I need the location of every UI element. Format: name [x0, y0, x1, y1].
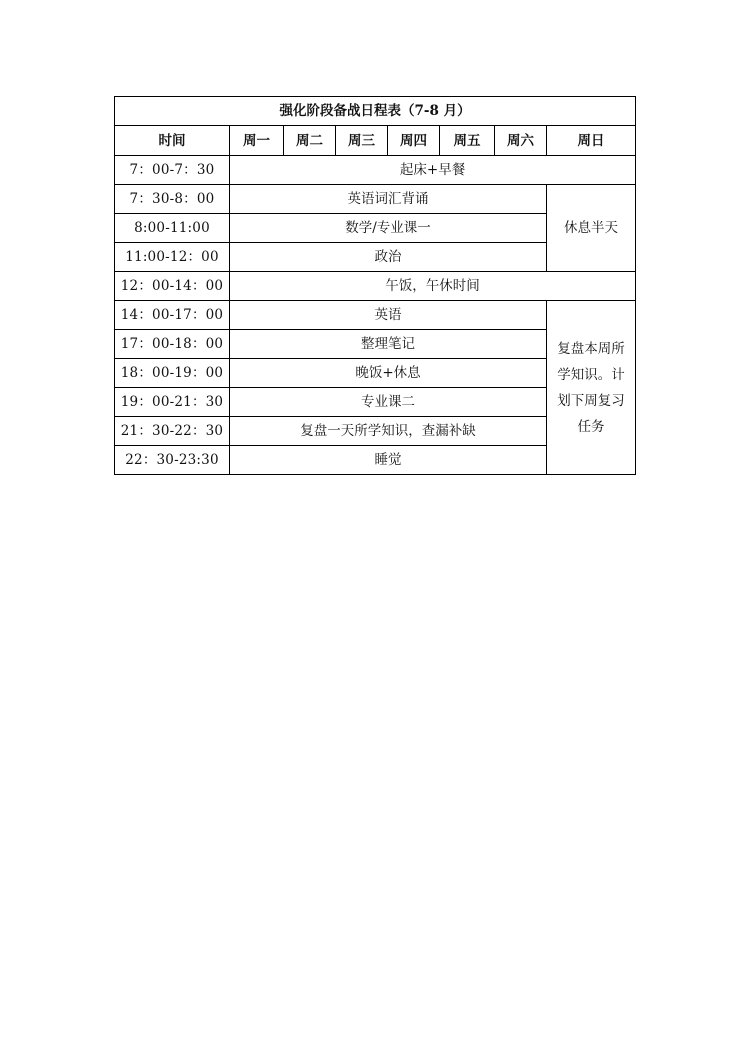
- activity-cell: 英语词汇背诵: [230, 185, 547, 214]
- time-cell: 8:00-11:00: [115, 214, 230, 243]
- header-time: 时间: [115, 126, 230, 156]
- activity-cell: 午饭，午休时间: [230, 272, 636, 301]
- time-cell: 18：00-19：00: [115, 359, 230, 388]
- header-friday: 周五: [440, 126, 495, 156]
- time-cell: 11:00-12：00: [115, 243, 230, 272]
- schedule-table: [114, 96, 636, 475]
- time-cell: 17：00-18：00: [115, 330, 230, 359]
- header-wednesday: 周三: [336, 126, 388, 156]
- time-cell: 7：30-8：00: [115, 185, 230, 214]
- header-saturday: 周六: [495, 126, 547, 156]
- activity-cell: 整理笔记: [230, 330, 547, 359]
- header-row: [115, 126, 636, 156]
- activity-cell: 晚饭+休息: [230, 359, 547, 388]
- time-cell: 21：30-22：30: [115, 417, 230, 446]
- sunday-morning-cell: 休息半天: [547, 185, 636, 272]
- header-sunday: 周日: [547, 126, 636, 156]
- header-thursday: 周四: [388, 126, 440, 156]
- time-cell: 7：00-7：30: [115, 156, 230, 185]
- table-row: [115, 272, 636, 301]
- table-row: [115, 301, 636, 330]
- activity-cell: 英语: [230, 301, 547, 330]
- table-row: [115, 185, 636, 214]
- activity-cell: 睡觉: [230, 446, 547, 475]
- header-tuesday: 周二: [284, 126, 336, 156]
- activity-cell: 数学/专业课一: [230, 214, 547, 243]
- activity-cell: 专业课二: [230, 388, 547, 417]
- table-title: 强化阶段备战日程表（7-8 月）: [115, 97, 636, 126]
- time-cell: 14：00-17：00: [115, 301, 230, 330]
- time-cell: 19：00-21：30: [115, 388, 230, 417]
- header-monday: 周一: [230, 126, 284, 156]
- time-cell: 12：00-14：00: [115, 272, 230, 301]
- sunday-afternoon-cell: 复盘本周所学知识。计划下周复习任务: [547, 301, 636, 475]
- title-row: [115, 97, 636, 126]
- activity-cell: 起床+早餐: [230, 156, 636, 185]
- table-row: [115, 156, 636, 185]
- time-cell: 22：30-23:30: [115, 446, 230, 475]
- activity-cell: 复盘一天所学知识，查漏补缺: [230, 417, 547, 446]
- activity-cell: 政治: [230, 243, 547, 272]
